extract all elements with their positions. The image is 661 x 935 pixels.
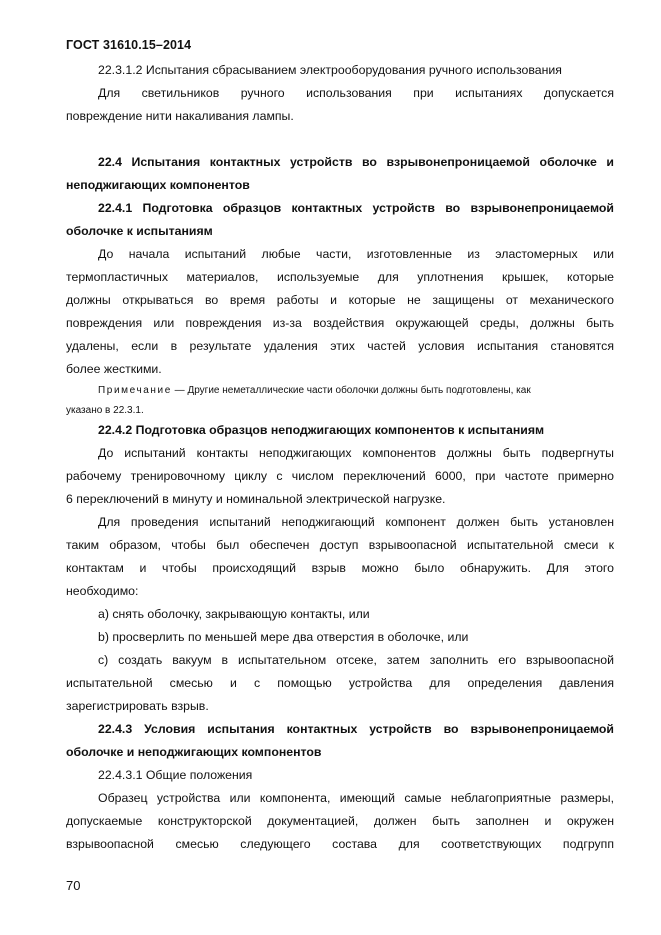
section-22-4-2 bbox=[66, 419, 614, 718]
list-item: с) создать вакуум в испытательном отсеке, затем заполнить его взрывоопасной bbox=[98, 653, 614, 667]
paragraph-line: допускаемые конструкторской документацией, должен быть заполнен и окружен bbox=[66, 814, 614, 828]
paragraph-line: термопластичных материалов, используемые для уплотнения крышек, которые bbox=[66, 270, 614, 284]
section-22-3-1-2 bbox=[66, 59, 614, 128]
paragraph-line: необходимо: bbox=[66, 584, 139, 598]
subsection-heading: 22.4.1 Подготовка образцов контактных устройств во взрывонепроницаемой bbox=[98, 201, 614, 215]
list-item: b) просверлить по меньшей мере два отверстия в оболочке, или bbox=[98, 630, 469, 644]
paragraph-line: более жесткими. bbox=[66, 362, 162, 376]
section-heading: 22.4 Испытания контактных устройств во взрывонепроницаемой оболочке и bbox=[98, 155, 614, 169]
paragraph-line: удалены, если в результате удаления этих частей условия испытания становятся bbox=[66, 339, 614, 353]
paragraph-line: повреждения или повреждения из-за воздействия окружающей среды, должны быть bbox=[66, 316, 614, 330]
subsection-heading: оболочке к испытаниям bbox=[66, 224, 213, 238]
paragraph-line: Для проведения испытаний неподжигающий компонент должен быть установлен bbox=[98, 515, 614, 529]
paragraph-line: таким образом, чтобы был обеспечен доступ взрывоопасной испытательной смеси к bbox=[66, 538, 614, 552]
note-line bbox=[66, 381, 614, 401]
note-text: — Другие неметаллические части оболочки должны быть подготовлены, как bbox=[171, 385, 531, 396]
clause-title: 22.4.3.1 Общие положения bbox=[98, 768, 253, 782]
section-22-4 bbox=[66, 151, 614, 381]
paragraph-line: До начала испытаний любые части, изготовленные из эластомерных или bbox=[98, 247, 614, 261]
subsection-heading: оболочке и неподжигающих компонентов bbox=[66, 745, 322, 759]
paragraph-line: До испытаний контакты неподжигающих компонентов должны быть подвергнуты bbox=[98, 446, 614, 460]
paragraph-line: Для светильников ручного использования при испытаниях допускается bbox=[98, 86, 614, 100]
paragraph-line: должны открываться во время работы и которые не защищены от механического bbox=[66, 293, 614, 307]
paragraph-line: Образец устройства или компонента, имеющий самые неблагоприятные размеры, bbox=[98, 791, 614, 805]
subsection-heading: 22.4.3 Условия испытания контактных устройств во взрывонепроницаемой bbox=[98, 722, 614, 736]
paragraph-line: 6 переключений в минуту и номинальной электрической нагрузке. bbox=[66, 492, 446, 506]
section-22-4-3 bbox=[66, 718, 614, 856]
paragraph-line: контактам и чтобы происходящий взрыв можно было обнаружить. Для этого bbox=[66, 561, 614, 575]
list-item-continuation: зарегистрировать взрыв. bbox=[66, 699, 209, 713]
subsection-title: 22.3.1.2 Испытания сбрасыванием электрооборудования ручного использования bbox=[98, 63, 562, 77]
paragraph-line: рабочему тренировочному циклу с числом переключений 6000, при частоте примерно bbox=[66, 469, 614, 483]
note-label: Примечание bbox=[98, 385, 172, 396]
paragraph-line: повреждение нити накаливания лампы. bbox=[66, 109, 294, 123]
section-heading: неподжигающих компонентов bbox=[66, 178, 250, 192]
document-header: ГОСТ 31610.15–2014 bbox=[66, 38, 192, 52]
subsection-heading: 22.4.2 Подготовка образцов неподжигающих компонентов к испытаниям bbox=[98, 423, 545, 437]
list-item: а) снять оболочку, закрывающую контакты, или bbox=[98, 607, 370, 621]
note bbox=[66, 381, 614, 421]
list-item-continuation: испытательной смесью и с помощью устройства для определения давления bbox=[66, 676, 614, 690]
note-line: указано в 22.3.1. bbox=[66, 405, 144, 416]
paragraph-line: взрывоопасной смесью следующего состава для соответствующих подгрупп bbox=[66, 837, 614, 851]
page-number: 70 bbox=[66, 878, 81, 893]
